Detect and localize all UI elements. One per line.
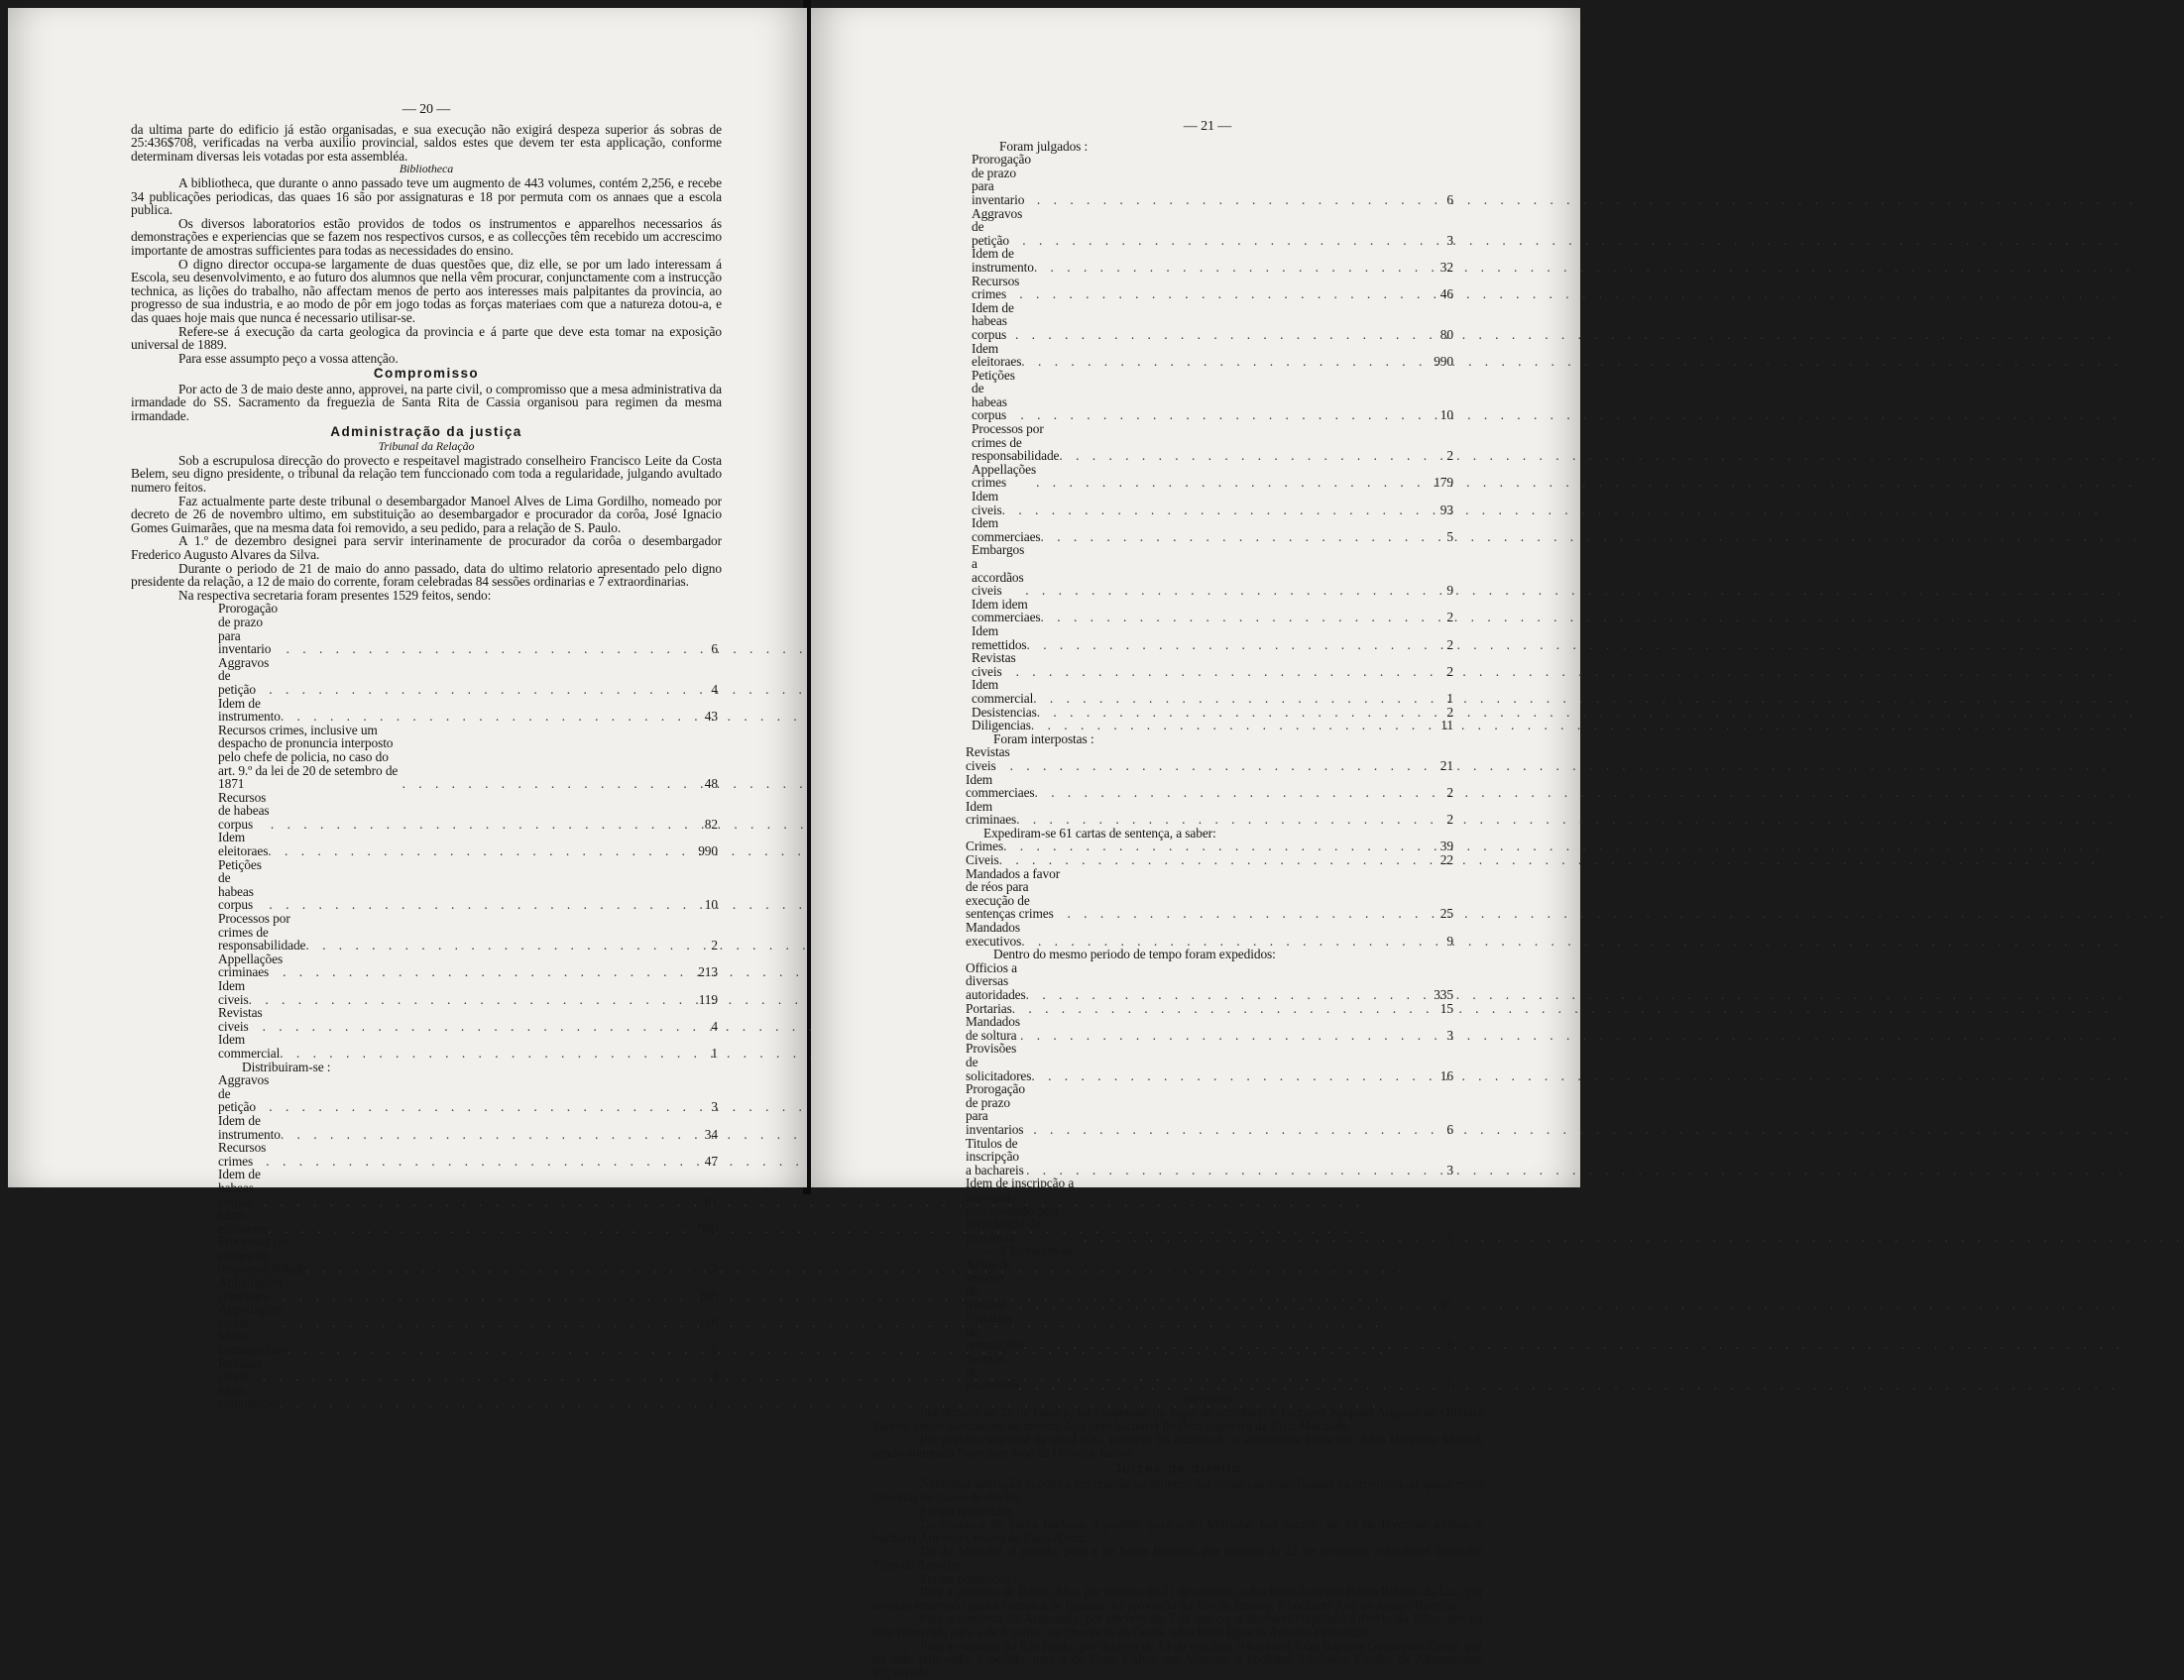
row-label: Termos de juramento (966, 1351, 1019, 1394)
row-label: Mandados de soltura (966, 1014, 1020, 1043)
dot-leader (269, 683, 682, 697)
row-value: 9 (1446, 583, 1453, 599)
row-value: 2 (711, 938, 718, 953)
table-row (218, 1329, 718, 1356)
row-label: Idem civeis (972, 489, 1002, 517)
row-value: 11 (1440, 718, 1453, 733)
dot-leader (280, 1397, 682, 1410)
table-row (966, 1002, 1453, 1016)
left-text-column (131, 103, 722, 1410)
table-row (972, 342, 1453, 369)
table-row (966, 1137, 1453, 1177)
row-value: 3 (1446, 1162, 1453, 1177)
paragraph: Para a comarca do Rio Pardo, por decreto de 13 de outubro, o bacharel João Baptista Guimarães Cerne, por ter sido removido, a pedido, para a de Porto Calvo, em Alagoas, o bacharel Adalberto Elpidio de Albuquerque Figueiredo. (872, 1637, 1483, 1680)
dot-leader (1019, 287, 1418, 301)
dot-leader (1041, 611, 1418, 624)
table-julgados (872, 153, 1483, 732)
dot-leader (1036, 476, 1418, 490)
section-subtitle: Secretaria (1183, 1391, 1232, 1405)
table-row (218, 912, 718, 952)
table-row (966, 1015, 1453, 1042)
dot-leader (269, 1100, 682, 1114)
paragraph: Refere-se á execução da carta geologica da provincia e á parte que deve esta tomar na exposição universal de 1889. (131, 323, 722, 353)
dot-leader (402, 777, 682, 791)
row-value: 46 (1439, 286, 1453, 302)
row-label: Recursos crimes, inclusive um despacho de pronuncia interposto pelo chefe de policia, no caso do art. 9.º da lei de 20 de setembro de 1871 (218, 722, 399, 792)
table-row (218, 1384, 718, 1410)
table-row (218, 791, 718, 832)
table-row (966, 840, 1453, 853)
dot-leader (1067, 907, 1418, 921)
row-value: 10 (704, 897, 718, 913)
table-row (972, 490, 1453, 516)
dot-leader (271, 818, 682, 832)
dot-leader (1020, 408, 1418, 422)
row-value: 32 (1439, 259, 1453, 275)
section-heading: Compromisso (373, 366, 480, 382)
table-row (972, 301, 1453, 342)
table-row (218, 858, 718, 912)
dot-leader (1019, 1298, 1418, 1312)
dot-leader (1034, 261, 1418, 275)
row-label: Portarias de nomeações (966, 1310, 1024, 1353)
row-label: Idem de habeas corpus (972, 299, 1014, 342)
row-label: Idem de instrumento (972, 246, 1034, 275)
row-value: 179 (1434, 475, 1453, 491)
row-label: Revistas civeis (218, 1005, 263, 1034)
table-row (218, 656, 718, 697)
dot-leader (1033, 692, 1418, 706)
row-value: 3 (711, 1369, 718, 1385)
row-label: Revistas civeis (966, 744, 1010, 773)
table-row (218, 1141, 718, 1168)
row-label: Petições de habeas corpus (218, 856, 262, 913)
table-row (972, 624, 1453, 651)
row-label: Idem eleitoraes (972, 340, 1022, 370)
row-value: 4 (711, 1018, 718, 1034)
dot-leader (1031, 719, 1418, 732)
row-label: Idem de instrumento (218, 1112, 281, 1142)
row-value: 34 (704, 1126, 718, 1142)
row-label: Actos de sessões do tribunal (966, 1256, 1012, 1312)
row-label: Prorogação de prazo para inventario (972, 152, 1031, 207)
paragraph: A 1.º de dezembro designei para servir interinamente de procurador da corôa o desembargador Frederico Augusto Alvares da Silva. (131, 533, 722, 562)
section-heading: Administração da justiça (330, 423, 522, 439)
table-row (966, 1176, 1453, 1244)
table-lavrados (872, 1258, 1483, 1393)
row-value: 116 (698, 1314, 718, 1330)
row-value: 93 (1439, 502, 1453, 517)
dot-leader (1033, 1123, 1418, 1137)
page-number: — 20 — (402, 102, 451, 117)
table-row (972, 275, 1453, 301)
table-row (966, 853, 1453, 867)
row-value: 91 (1439, 1296, 1453, 1312)
row-value: 3 (711, 1099, 718, 1115)
row-label: Idem commercial (218, 1032, 281, 1061)
dot-leader (268, 1222, 682, 1236)
row-label: Prorogação de prazo para inventarios (966, 1081, 1025, 1137)
row-value: 25 (1439, 906, 1453, 922)
row-label: Petições de habeas corpus (972, 367, 1015, 423)
row-label: Civeis (966, 852, 999, 868)
table-row (972, 153, 1453, 206)
table-row (966, 921, 1453, 948)
dot-leader (283, 965, 682, 979)
row-value: 205 (698, 1288, 718, 1303)
row-value: 2 (711, 1261, 718, 1277)
row-label: Mandados a favor de réos para execução de sentenças crimes (966, 865, 1061, 922)
section-subtitle: Bibliotheca (399, 162, 454, 176)
table-row (218, 1033, 718, 1060)
row-label: Revistas civeis (972, 650, 1016, 679)
table-row (218, 602, 718, 655)
section-heading: Juizes de direito (1113, 1460, 1242, 1476)
dot-leader (280, 1047, 682, 1061)
row-value: 1 (1446, 690, 1453, 706)
dot-leader (283, 1316, 682, 1330)
dot-leader (1035, 786, 1418, 800)
row-label: Processos por crimes de responsabilidade (218, 1234, 306, 1277)
row-value: 6 (711, 641, 718, 657)
table-row (966, 961, 1453, 1002)
row-value: 990 (1434, 354, 1453, 370)
paragraph: Na respectiva secretaria foram presentes 1529 feitos, sendo: (178, 587, 492, 603)
paragraph: Para a comarca de Pouzo Alto, por decreto de 21 de outubro, o bacharel Joaquim Bento Ribeiro da Luz, por ter sido removido para a comarca de Iguassú, na provincia do Rio de Janeiro, o bacharel José de Araujo Bacellar. (872, 1584, 1483, 1613)
row-value: 990 (698, 1220, 718, 1236)
table-row (966, 867, 1453, 921)
row-value: 48 (704, 776, 718, 792)
table-row (972, 422, 1453, 463)
table-row (966, 1082, 1453, 1136)
table-row (218, 697, 718, 724)
table-row (972, 706, 1453, 720)
dot-leader (266, 1155, 682, 1169)
dot-leader (287, 1343, 682, 1357)
row-label: Appellações criminaes (218, 951, 284, 980)
dot-leader (1003, 840, 1418, 853)
paragraph: da ultima parte do edificio já estão organisadas, e sua execução não exigirá despeza superior ás sobras de 25:436$708, verificadas na verba auxilio provincial, saldos estes que devem ter esta applicação, conforme determinam diversas leis votadas por esta assembléa. (131, 121, 722, 164)
table-row (218, 1276, 718, 1302)
dot-leader (281, 710, 682, 724)
paragraph: Durante o periodo de 21 de maio do anno passado, data do ultimo relatorio apresentado pelo digno presidente da relação, a 12 de maio do corrente, foram celebradas 84 sessões ordinarias e 7 extraordinarias. (131, 560, 722, 590)
row-label: Idem de inscripção a advogado provisionado pela presidencia da provincia (966, 1176, 1075, 1245)
row-value: 2 (1446, 812, 1453, 828)
table-row (966, 1311, 1453, 1352)
table-row (972, 463, 1453, 490)
row-value: 1 (711, 1396, 718, 1411)
right-page (811, 8, 1580, 1680)
row-label: Aggravos de petição (972, 205, 1023, 248)
row-value: 16 (1439, 1067, 1453, 1083)
dot-leader (1059, 449, 1418, 463)
row-value: 1 (711, 1045, 718, 1061)
row-value: 15 (1439, 1000, 1453, 1016)
row-value: 2 (1446, 610, 1453, 625)
table-row (972, 678, 1453, 705)
table-cartas-sentenca (872, 840, 1483, 948)
row-value: 213 (698, 964, 718, 980)
row-value: 80 (1439, 326, 1453, 342)
table-row (218, 952, 718, 979)
table-row (966, 1352, 1453, 1393)
row-value: 5 (711, 1342, 718, 1358)
table-row (218, 1168, 718, 1208)
paragraph: Para esse assumpto peço a vossa attenção. (178, 350, 399, 366)
row-value: 82 (704, 816, 718, 832)
row-value: 5 (1446, 528, 1453, 544)
table-row (972, 207, 1453, 248)
row-value: 2 (1446, 663, 1453, 679)
dot-leader (1027, 638, 1418, 652)
table-row (972, 543, 1453, 597)
table-row (218, 1208, 718, 1235)
dot-leader (1022, 234, 1418, 248)
table-row (218, 831, 718, 857)
row-label: Recursos crimes (218, 1140, 267, 1169)
row-value: 4 (711, 681, 718, 697)
table-row (218, 1114, 718, 1141)
paragraph: Para a comarca do Arassuahy, por decreto de 7 de março, o bacharel Napoleão Silverio da Silva, por ter sido removido para a de Aquiraz, na provincia do Ceará, o bacharel Ignacio Antonio Fernandes. (872, 1611, 1483, 1639)
table-row (218, 1073, 718, 1114)
dot-leader (1024, 1338, 1418, 1352)
row-value: 21 (1439, 757, 1453, 773)
dot-leader (263, 1370, 682, 1384)
dot-leader (1020, 1029, 1418, 1043)
row-value: 335 (1434, 987, 1453, 1002)
table-feitos-presentes (131, 602, 722, 1060)
row-value: 1 (1446, 1229, 1453, 1245)
dot-leader (1041, 530, 1418, 544)
row-value: 6 (1446, 1378, 1453, 1394)
row-label: Officios a diversas autoridades (966, 959, 1026, 1002)
table-row (218, 1357, 718, 1384)
table-caption: Foram interpostas : (993, 730, 1094, 746)
paragraph: Nenhuma alteração occorreu em relação ao numero das comarcas classificadas na provincia, as quaes estão providas de juizes de direito. (872, 1476, 1483, 1505)
row-label: Provisões de solicitadores (966, 1041, 1032, 1083)
section-subtitle: Tribunal da Relação (378, 439, 475, 454)
dot-leader (263, 1020, 682, 1034)
paragraph: Da do Muriahé, a pedido, para a de Santa Barbara, por decreto de 22 de fevereiro, o bacharel Emiliano Pires de Amorim. (872, 1543, 1483, 1572)
row-label: Idem de habeas corpus (218, 1167, 261, 1209)
row-label: Portarias (966, 1000, 1012, 1016)
dot-leader (1012, 1002, 1418, 1016)
paragraph: O digno director occupa-se largamente de duas questões que, diz elle, se por um lado interessam á Escola, seu desenvolvimento, e ao futuro dos alumnos que nella vêm procurar, conjunctamente com a instrucção technica, as lições do trabalho, não affectam menos de perto aos interesses mais palpitantes da provincia, ao progresso de sua industria, e ao modo de pôr em jogo todas as forças materiaes com que a natureza dotou-a, e das quaes hoje mais que nunca é necessario utilisar-se. (131, 256, 722, 325)
row-label: Embargos a accordãos civeis (972, 542, 1025, 599)
row-label: Idem idem commerciaes (972, 596, 1041, 625)
row-label: Diligencias (972, 718, 1031, 733)
table-row (218, 1235, 718, 1276)
table-caption: Dentro do mesmo periodo de tempo foram expedidos: (993, 947, 1276, 962)
table-row (218, 979, 718, 1006)
table-row (218, 1302, 718, 1329)
dot-leader (305, 1262, 682, 1276)
row-label: Aggravos de petição (218, 654, 270, 697)
paragraph: Faz actualmente parte deste tribunal o desembargador Manoel Alves de Lima Gordilho, nomeado por decreto de 26 de novembro ultimo, em substituição ao desembargador e procurador da corôa, José Ignacio Gomes Guimarães, que na mesma data foi removido, a seu pedido, para a relação de S. Paulo. (131, 493, 722, 535)
dot-leader (1015, 328, 1418, 342)
row-label: Idem criminaes (966, 798, 1017, 828)
table-distribuidos (131, 1073, 722, 1410)
row-value: 2 (1446, 785, 1453, 801)
paragraph: Foram removidos : (920, 1503, 1020, 1518)
table-interpostas (872, 745, 1483, 827)
row-label: Idem remettidos (972, 622, 1027, 652)
row-value: 3 (1446, 1027, 1453, 1043)
row-value: 43 (704, 709, 718, 725)
row-label: Idem eleitoraes (218, 830, 269, 859)
table-caption: Distribuiram-se : (242, 1059, 331, 1074)
row-label: Processos por crimes de responsabilidade (218, 911, 306, 953)
dot-leader (1031, 1069, 1418, 1083)
row-value: 990 (698, 843, 718, 859)
dot-leader (287, 642, 682, 656)
table-row (218, 724, 718, 791)
table-row (966, 1042, 1453, 1082)
row-value: 2 (1446, 704, 1453, 720)
dot-leader (1002, 504, 1418, 517)
row-value: 10 (1439, 407, 1453, 423)
row-value: 3 (1446, 232, 1453, 248)
right-text-column (872, 120, 1483, 1679)
table-row (972, 719, 1453, 732)
row-label: Revistas civeis (218, 1355, 263, 1385)
paragraph: Por acto de 3 de maio deste anno, approvei, na parte civil, o compromisso que a mesa administrativa da irmandade do SS. Sacramento da freguezia de Santa Rita de Cassia organisou para regimen da mesma irmandade. (131, 381, 722, 424)
row-value: 9 (1446, 933, 1453, 949)
table-row (972, 369, 1453, 422)
paragraph: Os diversos laboratorios estão providos de todos os instrumentos e apparelhos necessarios ás demonstrações e experiencias que se fazem nos respectivos cursos, e as collecções têm recebido um accrescimo importante de amostras sufficientes para todas as necessidades do ensino. (131, 215, 722, 258)
dot-leader (249, 993, 682, 1007)
paragraph: Por portaria imperial de igual data, tambem foi exonerado o amanuense Francisco Julio Henrique Malard, sendo nomeado Francisco José de Oliveira Junior. (872, 1431, 1483, 1461)
dot-leader (1026, 988, 1418, 1002)
table-row (966, 773, 1453, 800)
page-number: — 21 — (1183, 119, 1232, 134)
dot-leader (1018, 1379, 1418, 1393)
row-value: 119 (698, 991, 718, 1007)
table-row (972, 651, 1453, 678)
row-label: Desistencias (972, 704, 1037, 720)
table-row (966, 800, 1453, 827)
row-label: Idem commerciaes (218, 1328, 287, 1358)
paragraph: Da comarca de Santa Barbara, a pedido, para o do Muriahé, por decreto de 22 de fevereiro ultimo, o bacharel Antonio Cesario de Faria Alvim. (872, 1516, 1483, 1545)
row-label: Aggravos de petição (218, 1072, 270, 1115)
row-label: Prorogação de prazo para inventario (218, 601, 278, 657)
table-row (966, 745, 1453, 772)
dot-leader (281, 1128, 682, 1142)
row-label: Crimes (966, 839, 1004, 854)
row-value: 2 (1446, 636, 1453, 652)
row-value: 47 (704, 1153, 718, 1169)
table-caption: Expediram-se 61 cartas de sentença, a saber: (983, 825, 1216, 840)
table-row (972, 598, 1453, 624)
row-label: Idem de instrumento (218, 695, 281, 725)
row-label: Idem commerciaes (972, 515, 1041, 544)
table-caption: — E lavraram-se : (983, 1243, 1080, 1259)
row-value: 6 (1446, 191, 1453, 207)
row-label: Titulos de inscripção a bachareis (966, 1135, 1024, 1177)
dot-leader (1037, 706, 1418, 720)
row-label: Recursos de habeas corpus (218, 789, 270, 832)
dot-leader (1010, 759, 1418, 773)
row-label: Idem commercial (218, 1382, 281, 1411)
row-value: 22 (1439, 852, 1453, 868)
row-value: 6 (1446, 1121, 1453, 1137)
table-row (966, 1258, 1453, 1311)
row-value: 6 (1446, 1337, 1453, 1353)
table-row (972, 516, 1453, 543)
dot-leader (264, 1195, 682, 1209)
dot-leader (1016, 813, 1418, 827)
row-label: Idem commercial (972, 677, 1034, 706)
dot-leader (1026, 1164, 1418, 1177)
dot-leader (269, 898, 682, 912)
row-value: 81 (704, 1193, 718, 1209)
row-label: Idem civeis (218, 978, 249, 1007)
dot-leader (268, 844, 682, 858)
row-label: Processos por crimes de responsabilidade (972, 421, 1060, 464)
paragraph: Sob a escrupulosa direcção do provecto e respeitavel magistrado conselheiro Francisco Leite da Costa Belem, seu digno presidente, o tribunal da relação tem funccionado com toda a regularidade, julgando avultado numero feitos. (131, 452, 722, 496)
dot-leader (999, 853, 1418, 867)
table-row (972, 247, 1453, 274)
dot-leader (1037, 193, 1418, 207)
dot-leader (283, 1289, 682, 1303)
left-page (8, 8, 807, 1411)
row-label: Appellações civeis (218, 1301, 284, 1330)
row-label: Mandados executivos (966, 920, 1022, 949)
row-value: 2 (1446, 448, 1453, 464)
row-value: 39 (1439, 839, 1453, 854)
paragraph: Por decreto de 27 de janeiro, foi exonerado do logar de secretario o bacharel Joaquim Augusto de Oliveira Santos, sendo substituido na mesma data pelo bacharel Ibrahim Carneiro da Cruz Machado. (872, 1404, 1483, 1433)
paragraph: A bibliotheca, que durante o anno passado teve um augmento de 443 volumes, contém 2,256, e recebe 34 publicações periodicas, das quaes 16 são por assignaturas e 18 por permuta com os annaes que a escola publica. (131, 174, 722, 218)
dot-leader (1084, 1231, 1418, 1245)
dot-leader (1021, 355, 1418, 369)
paragraph: Foram nomeados : (920, 1570, 1018, 1586)
row-label: Appellações crimes (972, 461, 1037, 491)
row-label: Appellações criminaes (218, 1275, 284, 1303)
table-row (218, 1006, 718, 1033)
row-label: Idem eleitoraes (218, 1207, 269, 1236)
dot-leader (1025, 584, 1418, 598)
table-expedidos (872, 961, 1483, 1244)
row-label: Recursos crimes (972, 273, 1020, 302)
row-label: Idem commerciaes (966, 771, 1035, 801)
dot-leader (1021, 935, 1418, 949)
dot-leader (305, 939, 682, 952)
dot-leader (1016, 665, 1418, 679)
table-caption: Foram julgados : (999, 138, 1089, 154)
